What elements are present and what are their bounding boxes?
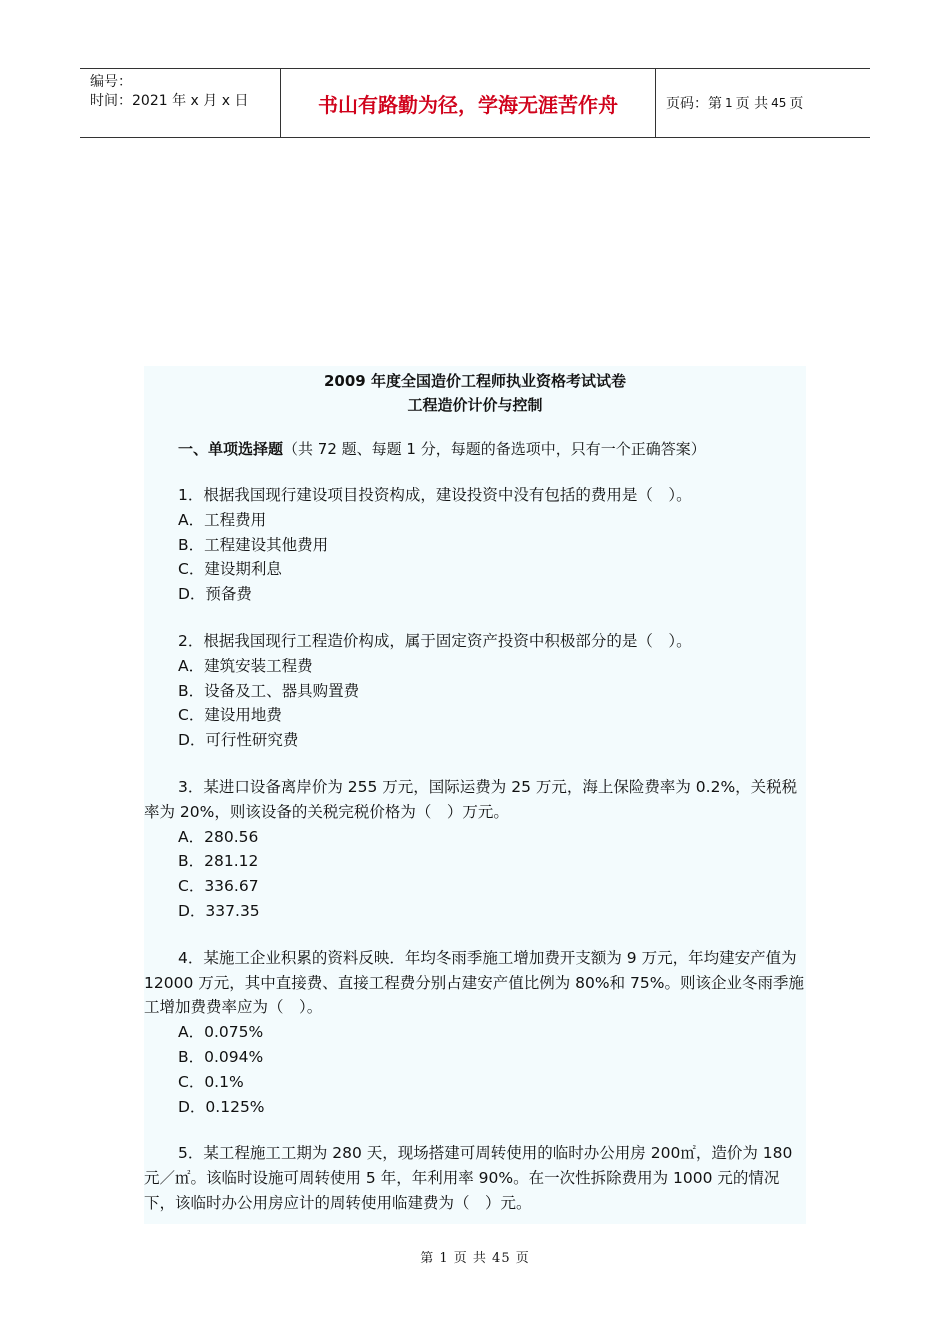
question-stem: 5．某工程施工工期为 280 天，现场搭建可周转使用的临时办公用房 200㎡，造价为 180 元／㎡。该临时设施可周转使用 5 年，年利用率 90%。在一次性拆除费用为 1000 元的情况下，该临时办公用房应计的周转使用临建费为（ ）元。	[144, 1144, 793, 1212]
question-option: C．建设期利息	[178, 560, 282, 579]
section-heading-note: （共 72 题、每题 1 分，每题的备选项中，只有一个正确答案）	[283, 440, 706, 458]
page-prefix: 页码：第	[666, 96, 722, 112]
question-option: D．337.35	[178, 901, 260, 920]
question-option: A．280.56	[178, 827, 259, 846]
question-5	[144, 1141, 806, 1215]
exam-title	[144, 369, 806, 417]
section-heading-bold: 一、单项选择题	[178, 440, 284, 458]
question-option: D．可行性研究费	[178, 731, 299, 750]
header-meta	[80, 69, 281, 137]
question-4	[144, 946, 806, 1120]
page-header	[80, 68, 870, 138]
question-1	[144, 483, 806, 607]
question-stem: 2．根据我国现行工程造价构成，属于固定资产投资中积极部分的是（ ）。	[178, 631, 692, 650]
question-option: D．预备费	[178, 585, 252, 604]
question-option: C．建设用地费	[178, 706, 282, 725]
section-heading	[144, 437, 806, 461]
question-list	[144, 483, 806, 1216]
header-page-info	[656, 69, 870, 137]
date-label: 时间：2021 年 x 月 x 日	[90, 93, 249, 109]
page-footer: 第 1 页 共 45 页	[420, 1251, 530, 1266]
page-mid: 页 共	[735, 96, 769, 112]
question-option: D．0.125%	[178, 1097, 265, 1116]
question-option: B．工程建设其他费用	[178, 535, 329, 554]
question-option: A．0.075%	[178, 1023, 264, 1042]
question-option: B．设备及工、器具购置费	[178, 681, 360, 700]
question-option: A．建筑安装工程费	[178, 656, 313, 675]
number-label: 编号：	[90, 74, 132, 90]
exam-title-line1: 2009 年度全国造价工程师执业资格考试试卷	[324, 372, 626, 390]
question-option: A．工程费用	[178, 510, 267, 529]
exam-title-line2: 工程造价计价与控制	[407, 396, 543, 414]
page-suffix: 页	[789, 96, 804, 112]
page-total: 45	[771, 96, 787, 110]
question-2	[144, 629, 806, 753]
header-motto: 书山有路勤为径，学海无涯苦作舟	[281, 69, 656, 137]
page-current: 1	[725, 96, 733, 110]
question-option: C．336.67	[178, 877, 259, 896]
question-stem: 1．根据我国现行建设项目投资构成，建设投资中没有包括的费用是（ ）。	[178, 486, 692, 504]
question-option: B．281.12	[178, 852, 259, 871]
question-stem: 3．某进口设备离岸价为 255 万元，国际运费为 25 万元，海上保险费率为 0.2%，关税税率为 20%，则该设备的关税完税价格为（ ）万元。	[144, 777, 798, 821]
question-3	[144, 775, 806, 924]
question-option: C．0.1%	[178, 1072, 244, 1091]
exam-content	[144, 366, 806, 1224]
question-option: B．0.094%	[178, 1047, 264, 1066]
question-stem: 4．某施工企业积累的资料反映．年均冬雨季施工增加费开支额为 9 万元，年均建安产值为 12000 万元，其中直接费、直接工程费分别占建安产值比例为 80%和 75%。则该企业冬雨季施工增加费费率应为（ ）。	[144, 948, 804, 1017]
